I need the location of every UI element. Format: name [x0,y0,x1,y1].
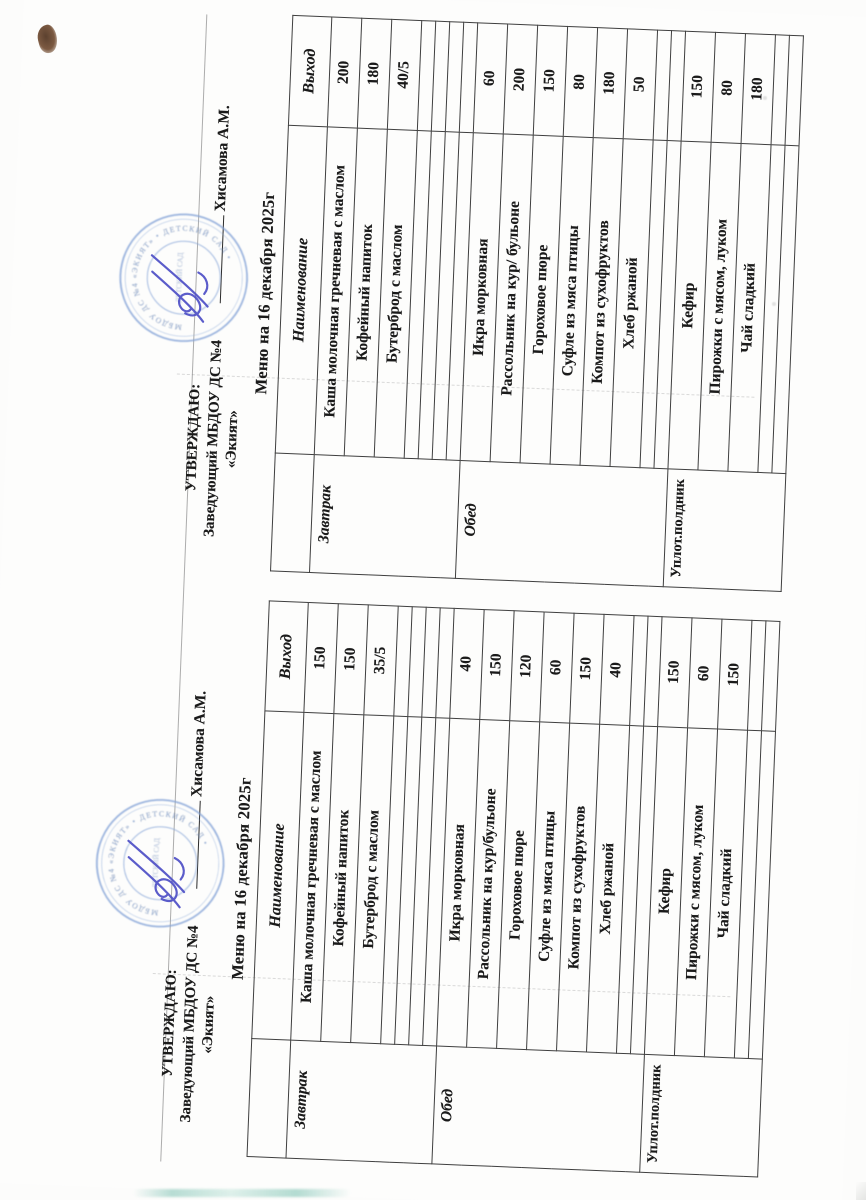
item-output-cell: 60 [473,23,507,134]
item-output-cell: 80 [711,32,745,143]
item-output-cell: 60 [687,618,721,729]
empty-cell [785,35,803,145]
item-name-cell: Суфле из мяса птицы [550,136,593,465]
approve-text [179,307,248,570]
item-name-cell: Компот из сухофруктов [556,723,599,1052]
column-header-name: Наименование [275,125,327,454]
approve-line-2: Заведующий МБДОУ ДС №4 [177,925,202,1123]
menu-table [246,600,780,1177]
stamp-center-text: ДЕТСКИЙ САД [151,837,162,888]
item-name-cell: Кефир [644,727,687,1056]
category-header-cell [247,1039,291,1158]
approve-line-3: «Экият» [223,409,242,469]
item-output-cell: 200 [503,24,537,135]
category-cell: Обед [431,1046,644,1172]
item-output-cell: 180 [357,18,391,129]
item-name-cell: Икра морковная [460,133,503,462]
paper-speck [772,302,776,306]
item-name-cell: Рассольник на кур/ бульоне [490,134,533,463]
item-output-cell: 150 [533,25,567,136]
item-name-cell: Пирожки с мясом, луком [697,142,740,471]
item-name-cell: Чай сладкий [727,143,770,472]
category-header-cell [270,453,314,572]
signature-line [182,800,201,889]
item-output-cell: 150 [333,604,367,715]
item-output-cell: 200 [327,17,361,128]
item-output-cell: 120 [509,611,543,722]
item-output-cell: 150 [717,619,751,730]
item-output-cell: 150 [681,31,715,142]
stamp-rim-text: МБДОУ ДС №4 «ЭКИЯТ» • ДЕТСКИЙ САД • [106,808,211,918]
column-header-output: Выход [264,601,307,712]
item-name-cell: Кофейный напиток [344,128,387,457]
item-name-cell: Рассольник на кур/бульоне [466,719,509,1048]
category-cell: Завтрак [309,455,460,579]
item-output-cell: 60 [539,612,573,723]
item-name-cell: Кефир [667,141,710,470]
corner-shade-artifact [856,1182,866,1200]
category-cell: Уплот.полдник [639,1054,762,1177]
category-cell: Обед [455,460,668,586]
stamp-rim-text: МБДОУ ДС №4 «ЭКИЯТ» • ДЕТСКИЙ САД • [129,223,235,332]
approve-text [156,892,225,1155]
item-output-cell: 40 [599,614,633,725]
scanner-smudge-artifact [133,1189,351,1197]
item-name-cell: Чай сладкий [704,729,747,1058]
item-output-cell: 180 [741,34,775,145]
item-output-cell: 150 [479,610,513,721]
item-output-cell: 80 [563,26,597,137]
item-name-cell: Компот из сухофруктов [580,138,623,467]
item-output-cell: 40 [449,608,483,719]
item-name-cell: Пирожки с мясом, луком [674,728,717,1057]
item-output-cell: 35/5 [363,605,397,716]
menu-block-right [129,11,803,592]
menu-block-left [106,597,780,1178]
column-header-name: Наименование [251,711,303,1040]
item-name-cell: Бутерброд с маслом [350,715,393,1044]
signer-name: Хисамова А.М. [188,690,210,798]
item-name-cell: Хлеб ржаной [610,139,653,468]
signature-line [206,215,225,304]
menu-title: Меню на 16 декабря 2025г [227,776,255,981]
item-name-cell: Икра морковная [436,718,479,1047]
item-output-cell: 180 [593,28,627,139]
menu-title: Меню на 16 декабря 2025г [250,191,278,395]
item-name-cell: Кофейный напиток [320,714,363,1043]
paper-speck [763,96,767,100]
signature-area [129,12,238,332]
category-cell: Уплот.полдник [663,469,786,592]
signer-strip [190,12,238,308]
item-name-cell: Каша молочная гречневая с маслом [290,712,333,1041]
stamp-center-text: ДЕТСКИЙ САД [174,252,185,303]
item-output-cell: 50 [623,29,657,140]
approve-line-3: «Экият» [199,995,218,1054]
signature-area [106,598,214,918]
approve-line-2: Заведующий МБДОУ ДС №4 [200,339,225,538]
column-header-output: Выход [288,15,331,126]
item-name-cell: Каша молочная гречневая с маслом [314,127,357,456]
menu-table [270,15,804,592]
item-name-cell: Хлеб ржаной [586,724,629,1053]
empty-cell [761,621,779,731]
item-name-cell: Бутерброд с маслом [374,129,417,458]
item-output-cell: 150 [657,617,691,728]
item-name-cell: Гороховое пюре [496,721,539,1050]
item-name-cell: Гороховое пюре [520,135,563,464]
approve-line-1: УТВЕРЖДАЮ: [159,969,180,1078]
item-output-cell: 150 [303,602,337,713]
item-name-cell: Суфле из мяса птицы [526,722,569,1051]
item-output-cell: 150 [569,613,603,724]
item-output-cell: 40/5 [387,19,421,130]
category-cell: Завтрак [285,1040,436,1164]
approve-line-1: УТВЕРЖДАЮ: [183,383,204,492]
signer-strip [166,598,214,894]
signer-name: Хисамова А.М. [211,104,234,212]
